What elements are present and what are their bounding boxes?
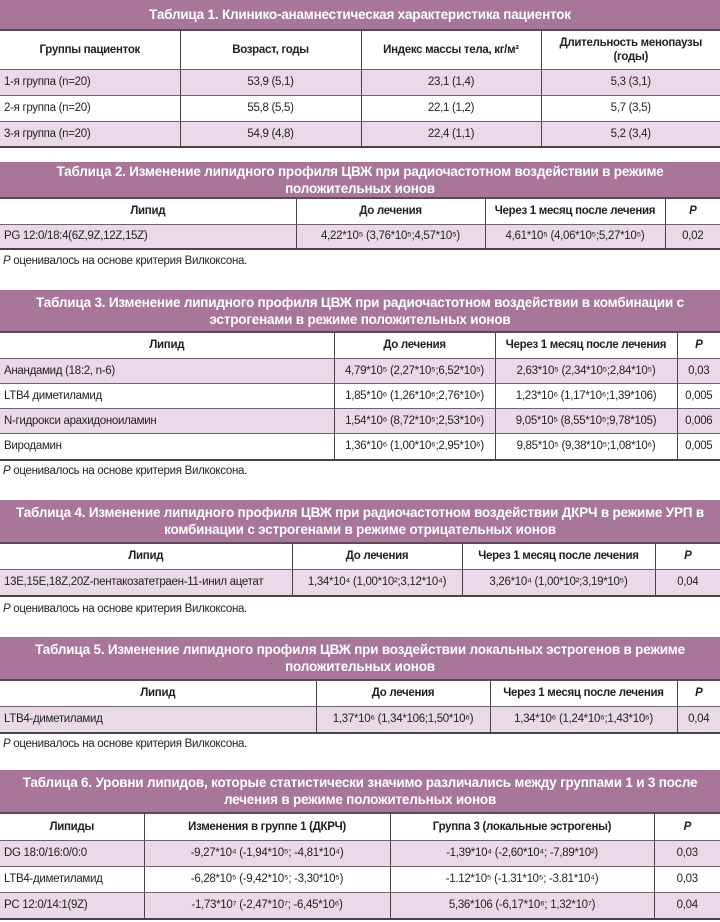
after-cell: 2,63*10⁵ (2,34*10⁵;2,84*10⁵) bbox=[495, 358, 677, 383]
table-4-header-row bbox=[0, 544, 720, 569]
p-value-cell: 0,04 bbox=[654, 892, 720, 919]
table-3-header-row bbox=[0, 333, 720, 358]
column-header-age: Возраст, годы bbox=[180, 31, 361, 69]
column-header-lipid: Липид bbox=[0, 544, 292, 569]
lipid-cell: LTB4 диметиламид bbox=[0, 383, 334, 408]
after-cell: 4,61*10⁵ (4,06*10⁵;5,27*10⁵) bbox=[485, 224, 665, 249]
column-header-p: P bbox=[665, 199, 720, 224]
table-5-header-row bbox=[0, 681, 720, 706]
column-header-p: P bbox=[654, 814, 720, 840]
p-value-cell: 0,006 bbox=[677, 408, 720, 433]
table-3-grid bbox=[0, 333, 720, 461]
column-header-before: До лечения bbox=[292, 544, 462, 569]
table-row bbox=[0, 569, 720, 596]
group-cell: 1-я группа (n=20) bbox=[0, 69, 180, 95]
before-cell: 4,79*10⁵ (2,27*10⁵;6,52*10⁵) bbox=[334, 358, 495, 383]
table-6-title: Таблица 6. Уровни липидов, которые статистически значимо различались между группами 1 и 3 после лечения в режиме положительных ионов bbox=[0, 770, 720, 814]
table-6-grid bbox=[0, 814, 720, 920]
column-header-group3: Группа 3 (локальные эстрогены) bbox=[390, 814, 654, 840]
age-cell: 54,9 (4,8) bbox=[180, 121, 361, 147]
lipid-cell: 13E,15E,18Z,20Z-пентакозатетраен-11-инил ацетат bbox=[0, 569, 292, 596]
bmi-cell: 22,1 (1,2) bbox=[361, 95, 541, 121]
lipid-cell: N-гидрокси арахидоноиламин bbox=[0, 408, 334, 433]
table-row bbox=[0, 69, 720, 95]
table-row bbox=[0, 866, 720, 892]
table-row bbox=[0, 224, 720, 249]
after-cell: 3,26*10⁴ (1,00*10²;3,19*10⁵) bbox=[462, 569, 655, 596]
bmi-cell: 22,4 (1,1) bbox=[361, 121, 541, 147]
table-3-title: Таблица 3. Изменение липидного профиля ЦВЖ при радиочастотном воздействии в комбинации с эстрогенами в режиме положительных ионов bbox=[0, 290, 720, 333]
after-cell: 9,85*10⁵ (9,38*10⁵;1,08*10⁶) bbox=[495, 433, 677, 460]
table-5-title: Таблица 5. Изменение липидного профиля ЦВЖ при воздействии локальных эстрогенов в режиме положительных ионов bbox=[0, 637, 720, 681]
table-2-header-row bbox=[0, 199, 720, 224]
menopause-cell: 5,7 (3,5) bbox=[541, 95, 720, 121]
age-cell: 55,8 (5,5) bbox=[180, 95, 361, 121]
p-value-cell: 0,04 bbox=[677, 706, 720, 733]
lipid-cell: LTB4-диметиламид bbox=[0, 866, 144, 892]
table-2-grid bbox=[0, 199, 720, 250]
table-6 bbox=[0, 770, 720, 920]
age-cell: 53,9 (5,1) bbox=[180, 69, 361, 95]
before-cell: 1,37*10⁶ (1,34*106;1,50*10⁶) bbox=[316, 706, 490, 733]
table-3-footnote: P оценивалось на основе критерия Вилкоксона. bbox=[3, 465, 248, 477]
before-cell: 1,85*10⁶ (1,26*10⁶;2,76*10⁶) bbox=[334, 383, 495, 408]
table-row bbox=[0, 892, 720, 919]
table-1 bbox=[0, 0, 720, 148]
lipid-cell: LTB4-диметиламид bbox=[0, 706, 316, 733]
column-header-before: До лечения bbox=[334, 333, 495, 358]
table-1-title: Таблица 1. Клинико-анамнестическая характеристика пациенток bbox=[0, 0, 720, 31]
column-header-p: P bbox=[655, 544, 720, 569]
column-header-lipids: Липиды bbox=[0, 814, 144, 840]
menopause-cell: 5,2 (3,4) bbox=[541, 121, 720, 147]
column-header-after: Через 1 месяц после лечения bbox=[462, 544, 655, 569]
after-cell: 9,05*10⁵ (8,55*10⁵;9,78*105) bbox=[495, 408, 677, 433]
column-header-after: Через 1 месяц после лечения bbox=[485, 199, 665, 224]
p-value-cell: 0,005 bbox=[677, 433, 720, 460]
table-4-footnote: P оценивалось на основе критерия Вилкоксона. bbox=[3, 603, 248, 615]
p-value-cell: 0,03 bbox=[654, 866, 720, 892]
table-row bbox=[0, 706, 720, 733]
before-cell: 4,22*10⁵ (3,76*10⁵;4,57*10⁵) bbox=[296, 224, 485, 249]
p-value-cell: 0,02 bbox=[665, 224, 720, 249]
after-cell: 1,23*10⁶ (1,17*10⁶;1,39*106) bbox=[495, 383, 677, 408]
p-value-cell: 0,005 bbox=[677, 383, 720, 408]
table-5 bbox=[0, 637, 720, 734]
table-3 bbox=[0, 290, 720, 461]
group1-cell: -9,27*10⁴ (-1,94*10⁵; -4,81*10⁴) bbox=[144, 840, 390, 866]
lipid-cell: Анандамид (18:2, n-6) bbox=[0, 358, 334, 383]
column-header-groups: Группы пациенток bbox=[0, 31, 180, 69]
before-cell: 1,36*10⁶ (1,00*10⁶;2,95*10⁶) bbox=[334, 433, 495, 460]
column-header-p: P bbox=[677, 333, 720, 358]
table-4-grid bbox=[0, 544, 720, 597]
table-row bbox=[0, 433, 720, 460]
table-row bbox=[0, 121, 720, 147]
table-5-footnote: P оценивалось на основе критерия Вилкоксона. bbox=[3, 738, 248, 750]
lipid-cell: Виродамин bbox=[0, 433, 334, 460]
p-value-cell: 0,04 bbox=[655, 569, 720, 596]
table-1-grid bbox=[0, 31, 720, 148]
group3-cell: -1.12*10⁵ (-1.31*10⁵; -3.81*10⁴) bbox=[390, 866, 654, 892]
table-2-footnote: P оценивалось на основе критерия Вилкоксона. bbox=[3, 255, 248, 267]
column-header-lipid: Липид bbox=[0, 681, 316, 706]
group1-cell: -6,28*10⁵ (-9,42*10⁵; -3,30*10⁵) bbox=[144, 866, 390, 892]
lipid-cell: PG 12:0/18:4(6Z,9Z,12Z,15Z) bbox=[0, 224, 296, 249]
table-4-title: Таблица 4. Изменение липидного профиля ЦВЖ при радиочастотном воздействии ДКРЧ в режиме УРП в комбинации с эстрогенами в режиме отрицательных ионов bbox=[0, 500, 720, 544]
table-row bbox=[0, 383, 720, 408]
column-header-after: Через 1 месяц после лечения bbox=[490, 681, 677, 706]
column-header-p: P bbox=[677, 681, 720, 706]
before-cell: 1,54*10⁶ (8,72*10⁵;2,53*10⁶) bbox=[334, 408, 495, 433]
before-cell: 1,34*10⁴ (1,00*10²;3,12*10⁴) bbox=[292, 569, 462, 596]
table-row bbox=[0, 408, 720, 433]
p-value-cell: 0,03 bbox=[654, 840, 720, 866]
table-5-grid bbox=[0, 681, 720, 734]
bmi-cell: 23,1 (1,4) bbox=[361, 69, 541, 95]
table-4 bbox=[0, 500, 720, 597]
column-header-after: Через 1 месяц после лечения bbox=[495, 333, 677, 358]
after-cell: 1,34*10⁶ (1,24*10⁶;1,43*10⁶) bbox=[490, 706, 677, 733]
column-header-menopause: Длительность менопаузы (годы) bbox=[541, 31, 720, 69]
column-header-lipid: Липид bbox=[0, 333, 334, 358]
group-cell: 3-я группа (n=20) bbox=[0, 121, 180, 147]
column-header-before: До лечения bbox=[296, 199, 485, 224]
table-1-header-row bbox=[0, 31, 720, 69]
group3-cell: -1,39*10⁴ (-2,60*10⁴; -7,89*10²) bbox=[390, 840, 654, 866]
column-header-lipid: Липид bbox=[0, 199, 296, 224]
group-cell: 2-я группа (n=20) bbox=[0, 95, 180, 121]
table-row bbox=[0, 95, 720, 121]
column-header-group1: Изменения в группе 1 (ДКРЧ) bbox=[144, 814, 390, 840]
table-2-title: Таблица 2. Изменение липидного профиля ЦВЖ при радиочастотном воздействии в режиме положительных ионов bbox=[0, 162, 720, 199]
group1-cell: -1,73*10⁷ (-2,47*10⁷; -6,45*10⁶) bbox=[144, 892, 390, 919]
table-2 bbox=[0, 162, 720, 250]
lipid-cell: PC 12:0/14:1(9Z) bbox=[0, 892, 144, 919]
menopause-cell: 5,3 (3,1) bbox=[541, 69, 720, 95]
table-6-header-row bbox=[0, 814, 720, 840]
table-row bbox=[0, 358, 720, 383]
column-header-bmi: Индекс массы тела, кг/м² bbox=[361, 31, 541, 69]
column-header-before: До лечения bbox=[316, 681, 490, 706]
table-row bbox=[0, 840, 720, 866]
group3-cell: 5,36*106 (-6,17*10⁶; 1,32*10⁷) bbox=[390, 892, 654, 919]
p-value-cell: 0,03 bbox=[677, 358, 720, 383]
lipid-cell: DG 18:0/16:0/0:0 bbox=[0, 840, 144, 866]
